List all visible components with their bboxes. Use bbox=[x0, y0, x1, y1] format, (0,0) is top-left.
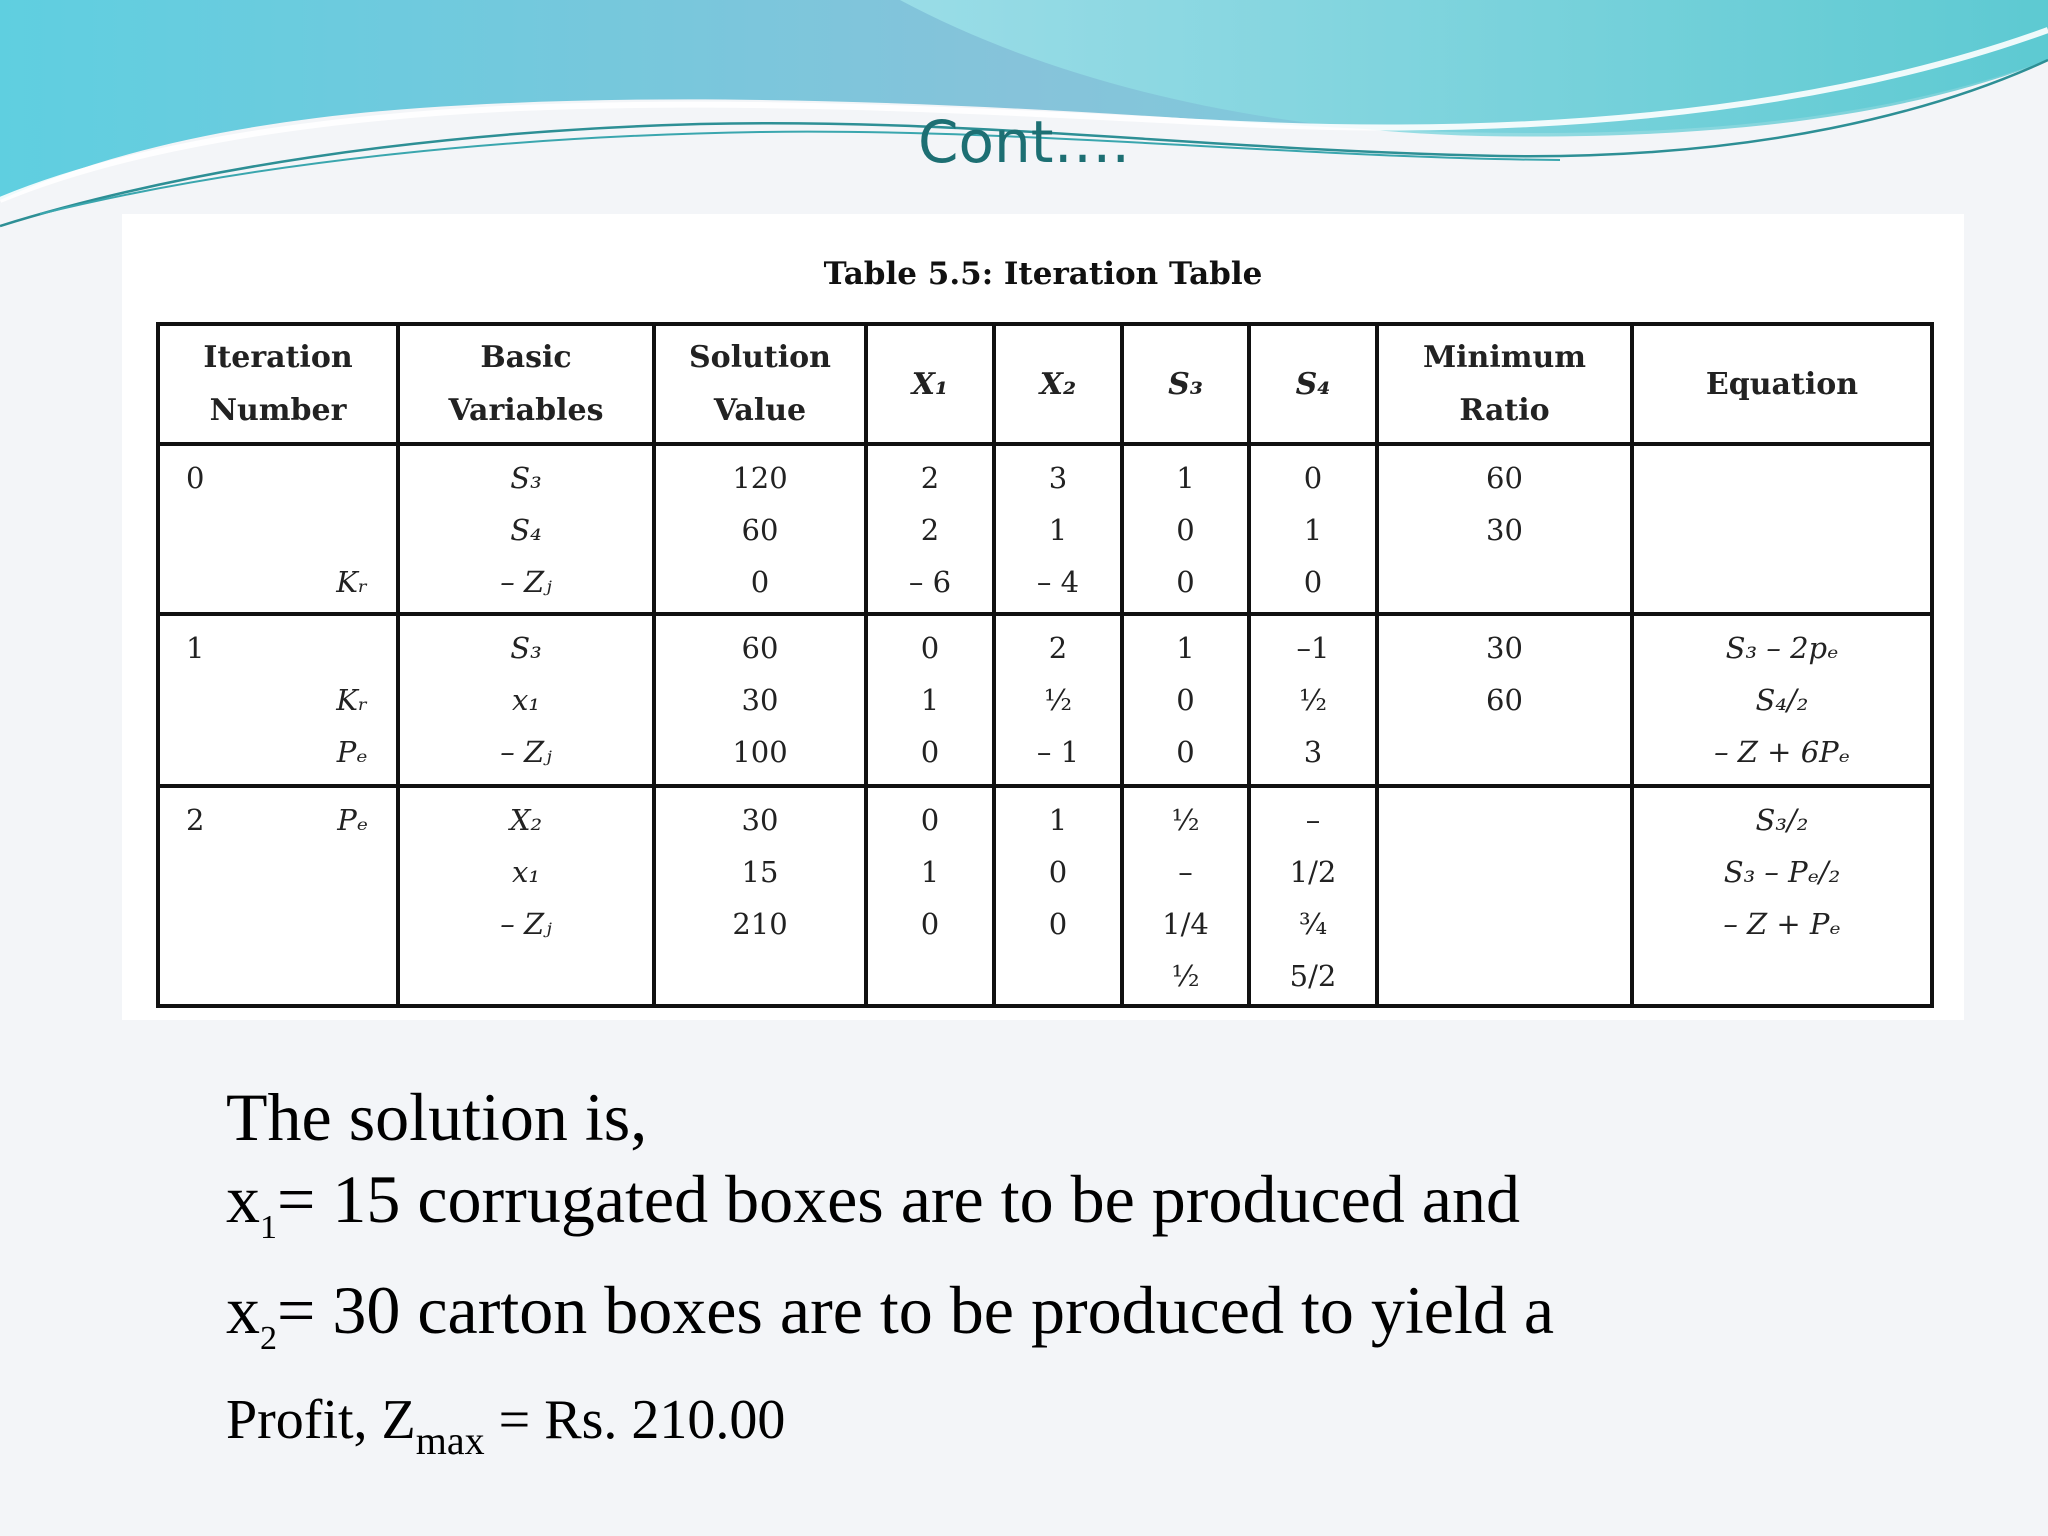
x1-cell: 0 1 0 bbox=[866, 786, 994, 1006]
equation-cell: S₃ – 2pₑ S₄/₂ – Z + 6Pₑ bbox=[1632, 614, 1932, 786]
equation-cell: S₃/₂ S₃ – Pₑ/₂ – Z + Pₑ bbox=[1632, 786, 1932, 1006]
s3-cell: ½ – 1/4 ½ bbox=[1122, 786, 1249, 1006]
minimum-ratio-cell: 30 60 bbox=[1377, 614, 1632, 786]
s4-cell: – 1/2 ¾ 5/2 bbox=[1249, 786, 1377, 1006]
solution-x1-line: $x_1= 15$ corrugated boxes are to be produced and bbox=[226, 1161, 1520, 1246]
col-header-x1: X₁ bbox=[866, 324, 994, 444]
iteration-number: 0 bbox=[186, 461, 205, 495]
iteration-table bbox=[156, 322, 1934, 1008]
solution-x2-line: $x_2= 30$ carton boxes are to be produced to yield a bbox=[226, 1272, 1555, 1357]
solution-value-cell: 30 15 210 bbox=[654, 786, 866, 1006]
iteration-cell bbox=[158, 614, 398, 786]
table-row-iteration-1 bbox=[158, 614, 1932, 786]
pivot-marker: Pₑ bbox=[336, 735, 368, 769]
s3-cell: 1 0 0 bbox=[1122, 444, 1249, 614]
col-header-s4: S₄ bbox=[1249, 324, 1377, 444]
solution-value-cell: 60 30 100 bbox=[654, 614, 866, 786]
solution-intro: The solution is, bbox=[226, 1079, 648, 1155]
iteration-number: 1 bbox=[186, 631, 205, 665]
slide-title: Cont…. bbox=[918, 108, 1130, 176]
iteration-cell bbox=[158, 786, 398, 1006]
minimum-ratio-cell: 60 30 bbox=[1377, 444, 1632, 614]
table-row-iteration-0 bbox=[158, 444, 1932, 614]
table-row-iteration-2 bbox=[158, 786, 1932, 1006]
col-header-s3: S₃ bbox=[1122, 324, 1249, 444]
solution-value-cell: 120 60 0 bbox=[654, 444, 866, 614]
key-row-marker: Kᵣ bbox=[336, 683, 368, 717]
s4-cell: –1 ½ 3 bbox=[1249, 614, 1377, 786]
col-header-basic-variables: Basic Variables bbox=[398, 324, 654, 444]
minimum-ratio-cell bbox=[1377, 786, 1632, 1006]
col-header-iteration: Iteration Number bbox=[158, 324, 398, 444]
col-header-x2: X₂ bbox=[994, 324, 1122, 444]
x2-cell: 2 ½ – 1 bbox=[994, 614, 1122, 786]
x2-cell: 3 1 – 4 bbox=[994, 444, 1122, 614]
x2-cell: 1 0 0 bbox=[994, 786, 1122, 1006]
iteration-number: 2 bbox=[186, 803, 205, 837]
s3-cell: 1 0 0 bbox=[1122, 614, 1249, 786]
basic-variables-cell: X₂ x₁ – Zⱼ bbox=[398, 786, 654, 1006]
basic-variables-cell: S₃ S₄ – Zⱼ bbox=[398, 444, 654, 614]
table-header-row bbox=[158, 324, 1932, 444]
col-header-minimum-ratio: Minimum Ratio bbox=[1377, 324, 1632, 444]
solution-text bbox=[226, 1076, 1876, 1481]
iteration-cell bbox=[158, 444, 398, 614]
pivot-marker: Pₑ bbox=[337, 803, 368, 837]
key-row-marker: Kᵣ bbox=[336, 565, 368, 599]
equation-cell bbox=[1632, 444, 1932, 614]
col-header-equation: Equation bbox=[1632, 324, 1932, 444]
x1-cell: 2 2 – 6 bbox=[866, 444, 994, 614]
basic-variables-cell: S₃ x₁ – Zⱼ bbox=[398, 614, 654, 786]
table-caption: Table 5.5: Iteration Table bbox=[823, 256, 1263, 292]
s4-cell: 0 1 0 bbox=[1249, 444, 1377, 614]
x1-cell: 0 1 0 bbox=[866, 614, 994, 786]
col-header-solution-value: Solution Value bbox=[654, 324, 866, 444]
solution-profit-line: Profit, $Z_{max} = Rs$. 210.00 bbox=[226, 1389, 786, 1463]
